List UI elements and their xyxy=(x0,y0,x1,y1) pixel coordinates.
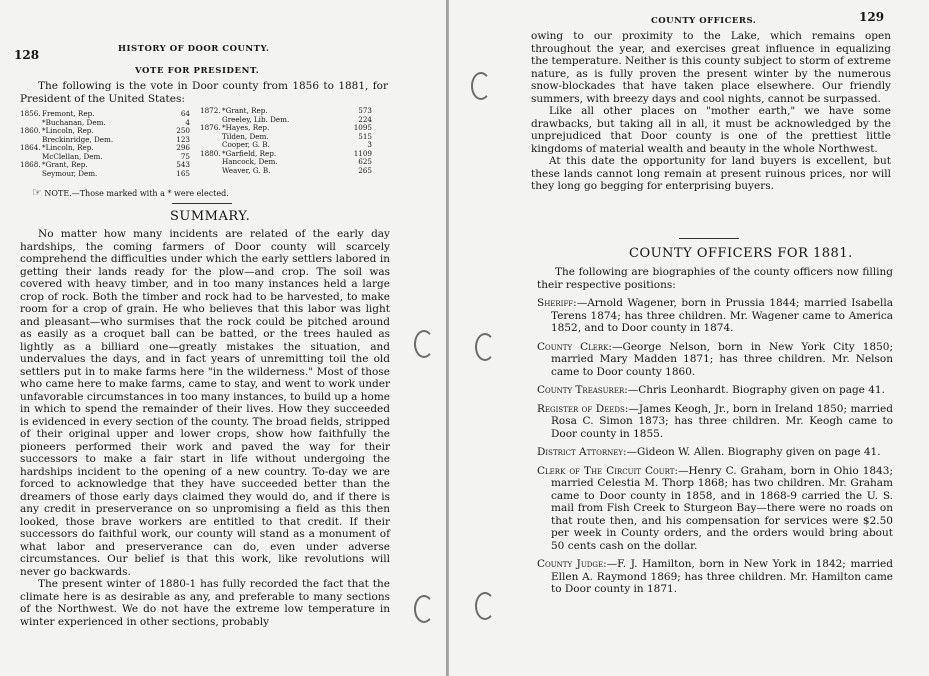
vote-count: 625 xyxy=(358,157,372,166)
vote-candidate: *Buchanan, Dem. xyxy=(42,117,106,127)
officer-entry xyxy=(537,341,893,379)
officer-entry xyxy=(537,297,893,335)
vote-candidate: Cooper, G. B. xyxy=(222,140,270,149)
vote-column-1 xyxy=(20,110,190,178)
left-page xyxy=(0,0,446,676)
vote-count: 250 xyxy=(176,126,190,135)
vote-note-text: NOTE.—Those marked with a * were elected. xyxy=(44,189,229,198)
vote-count: 573 xyxy=(358,106,372,115)
summary-paragraph-1: No matter how many incidents are related of the early day hardships, the coming farmers of Door county will scarcely comprehend the difficulties under which the early settlers labored in getting their lands ready for the plow—and crop. The soil was covered with heavy timber, and in too many instances held a large crop of rock. Both the timber and rock had to be harvested, to make room for a crop of grain. He who believes that this labor was light and pleasant—who surmises that the rock could be pitched around as easily as a croquet ball can be batted, or the trees hauled as lightly as a billiard one—greatly mistakes the situation, and undervalues the days, and in fact years of unremitting toil the old settlers put in to make farms here "in the wilderness." Most of those who came here to make farms, came to stay, and went to work under unfavorable circumstances in too many instances, to build up a home in which to spend the remainder of their lives. How they succeeded is evidenced in every section of the county. The broad fields, stripped of their original upper and lower crops, show how faithfully the pioneers performed their work and paved the way for their successors to make a fair start in life without undergoing the hardships incident to the opening of a new country. To-day we are forced to acknowledge that they have succeeded better than the dreamers of those early days claimed they would do, and if there is any credit in preserverance on so unpromising a field as this then looked, those brave workers are entitled to that credit. If their successors do faithful work, our county will stand as a monument of what labor and preserverance can do, even under adverse circumstances. Our belief is that this work, like revolutions will never go backwards. xyxy=(20,228,390,578)
vote-candidate: Weaver, G. B. xyxy=(222,165,271,175)
vote-year: 1872. xyxy=(200,106,221,115)
officer-role: County Judge: xyxy=(537,558,607,570)
officer-bio: —James Keogh, Jr., born in Ireland 1850; married Rosa C. Simon 1873; has three children. Mr. Keogh came to Door county in 1855. xyxy=(551,402,893,440)
vote-candidate: Tilden, Dem. xyxy=(222,131,269,141)
officer-bio: —F. J. Hamilton, born in New York in 1842; married Ellen A. Raymond 1869; has three children. Mr. Hamilton came to Door county in 1871. xyxy=(551,558,893,595)
officers-heading: COUNTY OFFICERS FOR 1881. xyxy=(629,246,853,261)
binder-hole-right-2 xyxy=(475,333,495,361)
vote-count: 75 xyxy=(180,151,190,161)
vote-count: 123 xyxy=(176,134,190,144)
officer-role: County Treasurer: xyxy=(537,384,628,396)
vote-candidate: Fremont, Rep. xyxy=(42,109,95,118)
vote-count: 543 xyxy=(176,160,190,169)
vote-candidate: *Hayes, Rep. xyxy=(222,123,270,132)
ornament-rule-right xyxy=(679,238,739,239)
binder-hole-right-3 xyxy=(475,592,495,620)
vote-count: 224 xyxy=(358,114,372,124)
vote-note xyxy=(32,186,229,199)
officer-bio: —Henry C. Graham, born in Ohio 1843; married Celestia M. Thorp 1868; has two children. Mr. Graham came to Door county in 1858, and in 1868-9 carried the U. S. mail from Fish Creek to Sturgeon Bay—there were no roads on that route then, and his compensation for services were $2.50 per week in County orders, and the orders would bring about 50 cents cash on the dollar. xyxy=(551,464,893,552)
right-page xyxy=(449,0,929,676)
vote-year: 1860. xyxy=(20,126,41,135)
binder-hole-right-1 xyxy=(471,72,491,100)
vote-count: 1109 xyxy=(353,148,372,158)
vote-row xyxy=(200,167,372,176)
vote-year: 1856. xyxy=(20,109,41,118)
right-paragraph-2: Like all other places on "mother earth," we have some drawbacks, but taking all in all, it must be acknowledged by the unprejudiced that Door county is one of the prettiest little kingdoms of material wealth and beauty in the whole Northwest. xyxy=(531,105,891,155)
vote-candidate: *Lincoln, Rep. xyxy=(42,126,94,135)
vote-count: 265 xyxy=(358,165,372,175)
officer-role: County Clerk: xyxy=(537,340,612,353)
binder-hole-left-1 xyxy=(414,330,434,358)
summary-paragraph-2: The present winter of 1880-1 has fully recorded the fact that the climate here is as desirable as any, and preferable to many sections of the Northwest. We do not have the extreme low temperature in winter experienced in other sections, probably xyxy=(20,578,390,628)
officer-role: District Attorney: xyxy=(537,446,627,458)
vote-candidate: Breckinridge, Dem. xyxy=(42,134,114,144)
running-head-right: COUNTY OFFICERS. xyxy=(651,16,757,26)
vote-count: 64 xyxy=(180,109,190,118)
vote-year: 1868. xyxy=(20,160,41,169)
vote-count: 296 xyxy=(176,143,190,152)
pointing-hand-icon: ☞ xyxy=(32,186,42,199)
officer-entry xyxy=(537,384,893,397)
vote-candidate: *Lincoln, Rep. xyxy=(42,143,94,152)
officer-role: Sheriff: xyxy=(537,297,577,309)
officer-bio: —Arnold Wagener, born in Prussia 1844; married Isabella Terens 1874; has three children. Mr. Wagener came to America 1852, and to Door county in 1874. xyxy=(551,297,893,334)
officers-section xyxy=(537,266,893,602)
vote-column-2 xyxy=(200,107,372,175)
vote-count: 165 xyxy=(176,168,190,178)
ornament-rule xyxy=(172,203,232,204)
officer-entry xyxy=(537,446,893,459)
officer-bio: —Gideon W. Allen. Biography given on page 41. xyxy=(626,446,881,458)
vote-candidate: Hancock, Dem. xyxy=(222,157,278,166)
vote-year: 1876. xyxy=(200,123,221,132)
summary-heading: SUMMARY. xyxy=(170,209,251,224)
right-paragraph-3: At this date the opportunity for land buyers is excellent, but these lands cannot long remain at present ruinous prices, nor will they long go begging for enterprising buyers. xyxy=(531,155,891,192)
vote-count: 1095 xyxy=(353,123,372,132)
officer-entry xyxy=(537,465,893,553)
right-body-top xyxy=(531,30,891,193)
officer-list xyxy=(537,297,893,596)
page-number-right: 129 xyxy=(859,10,885,24)
officer-role: Register of Deeds: xyxy=(537,402,629,415)
officer-bio: —George Nelson, born in New York City 1850; married Mary Madden 1871; has three children. Mr. Nelson came to Door county 1860. xyxy=(551,340,893,378)
vote-year: 1880. xyxy=(200,148,221,158)
vote-candidate: Seymour, Dem. xyxy=(42,168,98,178)
right-paragraph-1: owing to our proximity to the Lake, which remains open throughout the year, and exercises great influence in equalizing the temperature. Neither is this county subject to storm of extreme nature, as is fully proven the present winter by the numerous snow-blockades that have taken place elsewhere. Our friendly summers, with breezy days and cool nights, cannot be surpassed. xyxy=(531,30,891,105)
officer-entry xyxy=(537,558,893,596)
vote-count: 3 xyxy=(367,140,372,149)
binder-hole-left-2 xyxy=(414,595,434,623)
vote-candidate: McClellan, Dem. xyxy=(42,151,103,161)
vote-row xyxy=(20,170,190,179)
vote-heading: VOTE FOR PRESIDENT. xyxy=(135,66,260,76)
vote-year: 1864. xyxy=(20,143,41,152)
officer-entry xyxy=(537,403,893,441)
vote-candidate: *Grant, Rep. xyxy=(222,106,268,115)
vote-intro: The following is the vote in Door county from 1856 to 1881, for President of the United States: xyxy=(20,80,388,105)
officer-role: Clerk of The Circuit Court: xyxy=(537,464,678,477)
page-number-left: 128 xyxy=(14,48,40,62)
officers-intro: The following are biographies of the county officers now filling their respective positions: xyxy=(537,266,893,291)
summary-body xyxy=(20,228,390,628)
running-head-left: HISTORY OF DOOR COUNTY. xyxy=(118,44,270,54)
vote-count: 515 xyxy=(358,131,372,141)
vote-candidate: *Grant, Rep. xyxy=(42,160,88,169)
vote-candidate: *Garfield, Rep. xyxy=(222,148,277,158)
vote-candidate: Greeley, Lib. Dem. xyxy=(222,114,290,124)
officer-bio: —Chris Leonhardt. Biography given on page 41. xyxy=(627,384,885,396)
vote-count: 4 xyxy=(185,117,190,127)
